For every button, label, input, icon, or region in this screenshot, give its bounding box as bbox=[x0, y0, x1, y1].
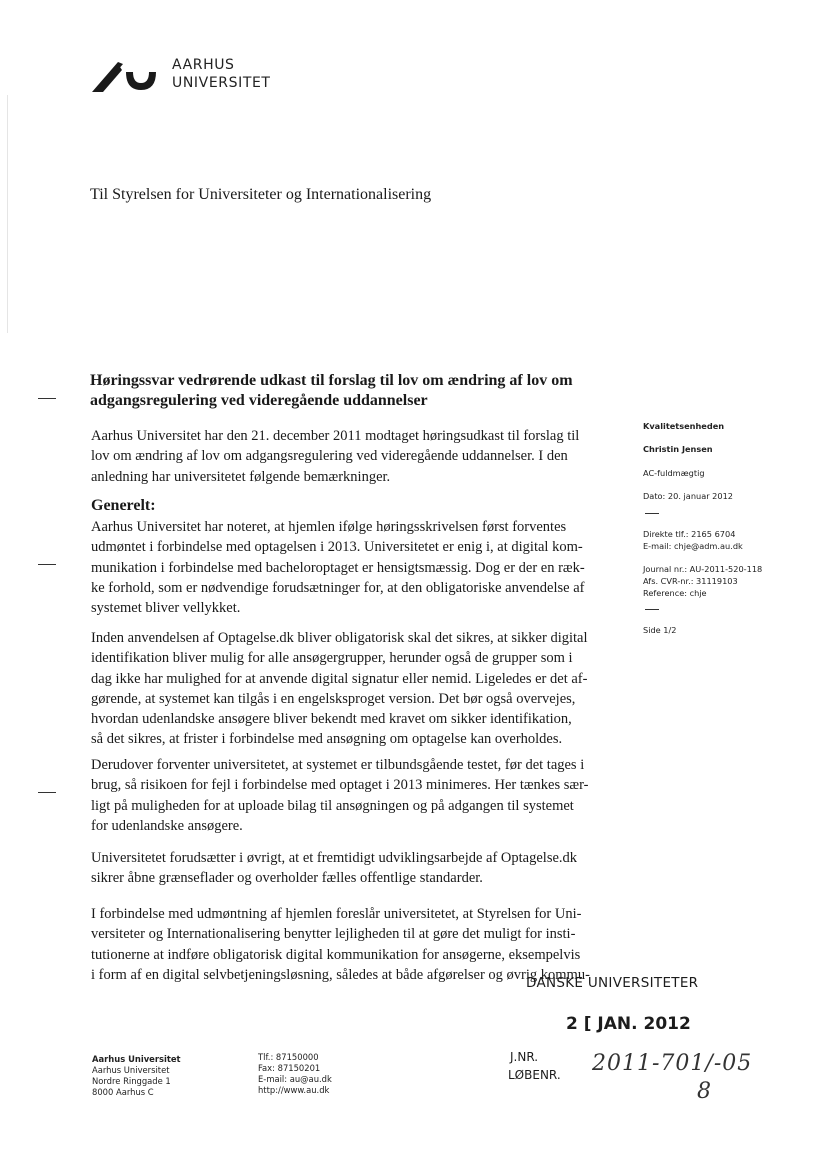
handwritten-jnr-value: 2011-701/-05 bbox=[592, 1051, 753, 1076]
footer-email: E-mail: au@au.dk bbox=[258, 1074, 332, 1084]
sidebar-divider bbox=[645, 513, 659, 514]
text-line: Aarhus Universitet har noteret, at hjemlen ifølge høringsskrivelsen først forventes bbox=[91, 519, 567, 535]
text-line: dag ikke har mulighed for at anvende digital signatur eller nemid. Ligeledes er det af- bbox=[91, 670, 588, 687]
institution-name-line2: UNIVERSITET bbox=[172, 75, 271, 91]
handwritten-lobenr-value: 8 bbox=[697, 1079, 711, 1104]
text-line: brug, så risikoen for fejl i forbindelse med optaget i 2013 minimeres. Her tænkes sær- bbox=[91, 777, 589, 794]
footer-address-line: Aarhus Universitet bbox=[92, 1054, 181, 1064]
text-line: Inden anvendelsen af Optagelse.dk bliver obligatorisk skal det sikres, at sikker digital bbox=[91, 630, 588, 646]
intro-paragraph bbox=[91, 426, 627, 487]
sidebar-reference: Reference: chje bbox=[643, 588, 707, 598]
sidebar-email: E-mail: chje@adm.au.dk bbox=[643, 541, 743, 551]
sidebar-contact-name: Christin Jensen bbox=[643, 444, 713, 454]
footer-address-line: Nordre Ringgade 1 bbox=[92, 1076, 171, 1086]
stamp-jnr-label: J.NR. bbox=[510, 1050, 539, 1064]
sidebar-phone: Direkte tlf.: 2165 6704 bbox=[643, 529, 736, 539]
text-line: udmøntet i forbindelse med optagelsen i 2013. Universitetet er enig i, at digital kom- bbox=[91, 539, 583, 556]
text-line: Universitetet forudsætter i øvrigt, at et fremtidigt udviklingsarbejde af Optagelse.dk bbox=[91, 850, 578, 866]
text-line: I forbindelse med udmøntning af hjemlen foreslår universitetet, at Styrelsen for Uni- bbox=[91, 906, 582, 922]
text-line: i form af en digital selvbetjeningsløsning, således at både afgørelser og øvrig kommu- bbox=[91, 966, 590, 983]
standards-paragraph bbox=[91, 848, 627, 889]
subject-line-1: Høringssvar vedrørende udkast til forslag til lov om ændring af lov om bbox=[90, 372, 573, 389]
text-line: systemet bliver vellykket. bbox=[91, 600, 241, 617]
text-line: ligt på muligheden for at uploade bilag til ansøgningen og på adgangen til systemet bbox=[91, 797, 574, 814]
sidebar-journal-number: Journal nr.: AU-2011-520-118 bbox=[643, 564, 763, 574]
subject-line-2: adgangsregulering ved videregående uddannelser bbox=[90, 392, 428, 409]
received-stamp-organization: DANSKE UNIVERSITETER bbox=[526, 975, 699, 991]
footer-website: http://www.au.dk bbox=[258, 1085, 330, 1095]
footer-address-line: 8000 Aarhus C bbox=[92, 1087, 154, 1097]
sidebar-page-number: Side 1/2 bbox=[643, 625, 677, 635]
text-line: sikrer åbne grænseflader og overholder fælles offentlige standarder. bbox=[91, 870, 483, 887]
text-line: anledning har universitetet følgende bemærkninger. bbox=[91, 468, 391, 485]
sidebar-contact-role: AC-fuldmægtig bbox=[643, 468, 705, 478]
sidebar-unit: Kvalitetsenheden bbox=[643, 421, 725, 431]
text-line: munikation i forbindelse med bacheloroptaget er hensigtsmæssig. Dog er der en ræk- bbox=[91, 559, 585, 576]
text-line: hvordan udenlandske ansøgere bliver bekendt med kravet om sikker identifikation, bbox=[91, 711, 572, 728]
text-line: Aarhus Universitet har den 21. december 2011 modtaget høringsudkast til forslag til bbox=[91, 428, 580, 444]
scan-edge-line bbox=[7, 95, 8, 333]
section-heading-general: Generelt: bbox=[91, 497, 156, 514]
text-line: lov om ændring af lov om adgangsregulering ved videregående uddannelser. I den bbox=[91, 448, 568, 465]
fold-mark-bottom bbox=[38, 792, 56, 793]
identification-paragraph bbox=[91, 628, 627, 750]
text-line: ke forhold, som er nødvendige forudsætninger for, at den obligatoriske anvendelse af bbox=[91, 579, 585, 596]
text-line: for udenlandske ansøgere. bbox=[91, 817, 243, 834]
footer-address bbox=[92, 1054, 181, 1098]
text-line: versiteter og Internationalisering benytter lejligheden til at gøre det muligt for insti- bbox=[91, 926, 576, 943]
aarhus-university-logo-icon bbox=[90, 58, 158, 94]
stamp-lobenr-label: LØBENR. bbox=[508, 1068, 561, 1082]
sidebar-divider bbox=[645, 609, 659, 610]
letter-subject bbox=[90, 371, 630, 411]
text-line: Derudover forventer universitetet, at systemet er tilbundsgående testet, før det tages i bbox=[91, 757, 585, 773]
sidebar-cvr-number: Afs. CVR-nr.: 31119103 bbox=[643, 576, 738, 586]
fold-mark-top bbox=[38, 398, 56, 399]
testing-paragraph bbox=[91, 755, 627, 836]
footer-address-line: Aarhus Universitet bbox=[92, 1065, 170, 1075]
footer-phone: Tlf.: 87150000 bbox=[258, 1052, 319, 1062]
text-line: identifikation bliver mulig for alle ansøgergrupper, herunder også de grupper som i bbox=[91, 650, 573, 667]
text-line: tutionerne at indføre obligatorisk digital kommunikation for ansøgerne, eksempelvis bbox=[91, 946, 581, 963]
proposal-paragraph bbox=[91, 904, 627, 985]
received-stamp-date: 2 [ JAN. 2012 bbox=[566, 1014, 691, 1034]
institution-name-line1: AARHUS bbox=[172, 57, 235, 73]
sidebar-date: Dato: 20. januar 2012 bbox=[643, 491, 734, 501]
footer-contact bbox=[258, 1052, 332, 1096]
fold-mark-middle bbox=[38, 564, 56, 565]
recipient-line: Til Styrelsen for Universiteter og Internationalisering bbox=[90, 186, 432, 203]
footer-fax: Fax: 87150201 bbox=[258, 1063, 321, 1073]
general-paragraph bbox=[91, 517, 627, 618]
text-line: så det sikres, at frister i forbindelse med ansøgning om optagelse kan overholdes. bbox=[91, 731, 563, 748]
text-line: gørende, at systemet kan tilgås i en engelsksproget version. Det bør også overvejes, bbox=[91, 690, 576, 707]
